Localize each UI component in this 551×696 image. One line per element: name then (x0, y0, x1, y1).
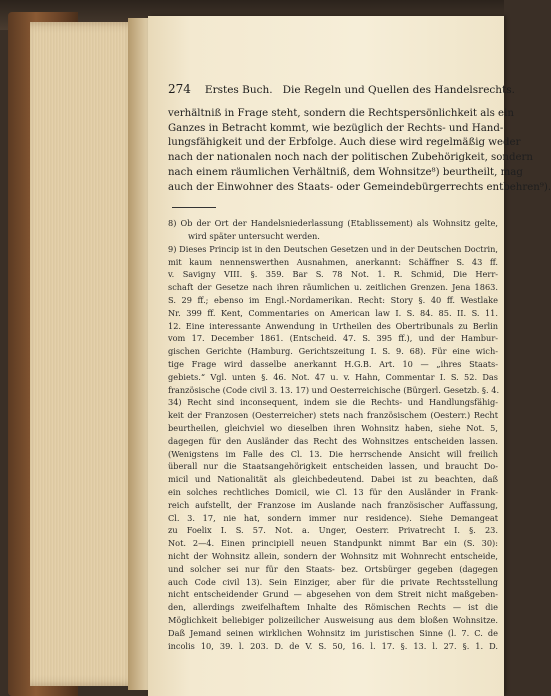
book (8, 6, 551, 696)
footnote-line: 9) Dieses Princip ist in den Deutschen Gesetzen und in der Deutschen Doctrin, (168, 243, 498, 254)
footnote-line: Cl. 3. 17, nie hat, sondern immer nur residence). Siehe Demangeat (168, 512, 498, 523)
footnote-line: nicht der Wohnsitz allein, sondern der Wohnsitz mit Wohnrecht entscheide, (168, 550, 498, 561)
body-line: verhältniß in Frage steht, sondern die Rechtspersönlichkeit als ein (168, 108, 514, 119)
footnote-line: tige Frage wird dasselbe anerkannt H.G.B. Art. 10 — „ihres Staats- (168, 358, 498, 369)
footnote-line: gebiets.“ Vgl. unten §. 46. Not. 47 u. v. Hahn, Commentar I. S. 52. Das (168, 371, 498, 382)
footnote-line: Nr. 399 ff. Kent, Commentaries on American law I. S. 84. 85. II. S. 11. (168, 307, 498, 318)
footnote-line: S. 29 ff.; ebenso im Engl.-Nordamerikan. Recht: Story §. 40 ff. Westlake (168, 295, 498, 305)
running-header (168, 82, 515, 97)
footnote-line: schaft der Gesetze nach ihren räumlichen u. zeitlichen Grenzen. Jena 1863. (168, 282, 498, 293)
footnote-line: Daß Jemand seinen wirklichen Wohnsitz im juristischen Sinne (l. 7. C. de (168, 627, 498, 638)
running-head-title: Die Regeln und Quellen des Handelsrechts. (282, 84, 515, 96)
body-line: auch der Einwohner des Staats- oder Gemeindebürgerrechts entbehren⁹). (168, 181, 551, 193)
footnotes (168, 217, 498, 652)
footnote-line: mit kaum nennenswerthen Ausnahmen, anerkannt: Schäffner S. 43 ff. (168, 256, 498, 267)
footnote-line: wird später untersucht werden. (188, 231, 320, 242)
footnote-line: 12. Eine interessante Anwendung in Urtheilen des Obertribunals zu Berlin (168, 320, 498, 331)
footnote-line: 34) Recht sind inconsequent, indem sie die Rechts- und Handlungsfähig- (168, 397, 498, 408)
footnote-line: (Wenigstens im Falle des Cl. 13. Die herrschende Ansicht will freilich (168, 448, 498, 459)
book-page (148, 16, 551, 696)
footnote-line: reich aufstellt, der Franzose im Auslande nach französischer Auffassung, (168, 499, 498, 510)
body-line: nach der nationalen noch nach der politischen Zubehörigkeit, sondern (168, 152, 533, 164)
footnote-line: auch Code civil 13). Sein Einziger, aber für die private Rechtsstellung (168, 576, 498, 587)
footnote-line: zu Foelix I. S. 57. Not. a. Unger, Oesterr. Privatrecht I. §. 23. (168, 525, 498, 536)
footnote-line: den, allerdings zweifelhaftem Inhalte des Römischen Rechts — ist die (168, 602, 498, 613)
footnote-line: überall nur die Staatsangehörigkeit entscheiden lassen, und braucht Do- (168, 461, 498, 472)
footnote-line: und solcher sei nur für den Staats- bez. Ortsbürger gegeben (dagegen (168, 563, 498, 574)
footnote-line: 8) Ob der Ort der Handelsniederlassung (Etablissement) als Wohnsitz gelte, (168, 218, 498, 229)
footnote-line: dagegen für den Ausländer das Recht des Wohnsitzes entscheiden lassen. (168, 435, 498, 446)
footnote-line: französische (Code civil 3. 13. 17) und Oesterreichische (Bürgerl. Gesetzb. §. 4. (168, 384, 500, 395)
body-text (168, 107, 551, 195)
footnote-line: nicht entscheidender Grund — abgesehen von dem Streit nicht maßgeben- (168, 589, 498, 600)
footnote-line: Möglichkeit beliebiger polizeilicher Ausweisung aus dem bloßen Wohnsitze. (168, 614, 498, 625)
footnote-line: micil und Nationalität als gleichbedeutend. Dabei ist zu beachten, daß (168, 474, 498, 485)
footnote-line: vom 17. December 1861. (Entscheid. 47. S. 395 ff.), und der Hambur- (168, 333, 498, 344)
footnote-line: Not. 2—4. Einen principiell neuen Standpunkt nimmt Bar ein (S. 30): (168, 538, 498, 549)
body-line: nach einem räumlichen Verhältniß, dem Wohnsitze⁸) beurtheilt, mag (168, 166, 523, 178)
page-content (168, 82, 551, 652)
footnote-line: beurtheilen, gleichviel wo dieselben ihren Wohnsitz haben, siehe Not. 5, (168, 422, 498, 433)
footnote-line: ein solches rechtliches Domicil, wie Cl. 13 für den Ausländer in Frank- (168, 486, 498, 497)
body-line: lungsfähigkeit und der Erbfolge. Auch diese wird regelmäßig weder (168, 137, 521, 149)
page-number: 274 (168, 82, 191, 96)
footnote-line: keit der Franzosen (Oesterreicher) stets nach französischem (Oesterr.) Recht (168, 410, 498, 421)
footnote-line: v. Savigny VIII. §. 359. Bar S. 78 Not. 1. R. Schmid, Die Herr- (168, 269, 498, 280)
body-line: Ganzes in Betracht kommt, wie bezüglich der Rechts- und Hand- (168, 122, 504, 134)
footnote-line: incolis 10, 39. l. 203. D. de V. S. 50, 16. l. 17. §. 13. l. 27. §. 1. D. (168, 640, 498, 651)
running-head-part: Erstes Buch. (204, 84, 273, 96)
page-edges (30, 22, 140, 686)
footnote-line: gischen Gerichte (Hamburg. Gerichtszeitung I. S. 9. 68). Für eine wich- (168, 346, 498, 357)
footnote-rule (172, 207, 216, 208)
